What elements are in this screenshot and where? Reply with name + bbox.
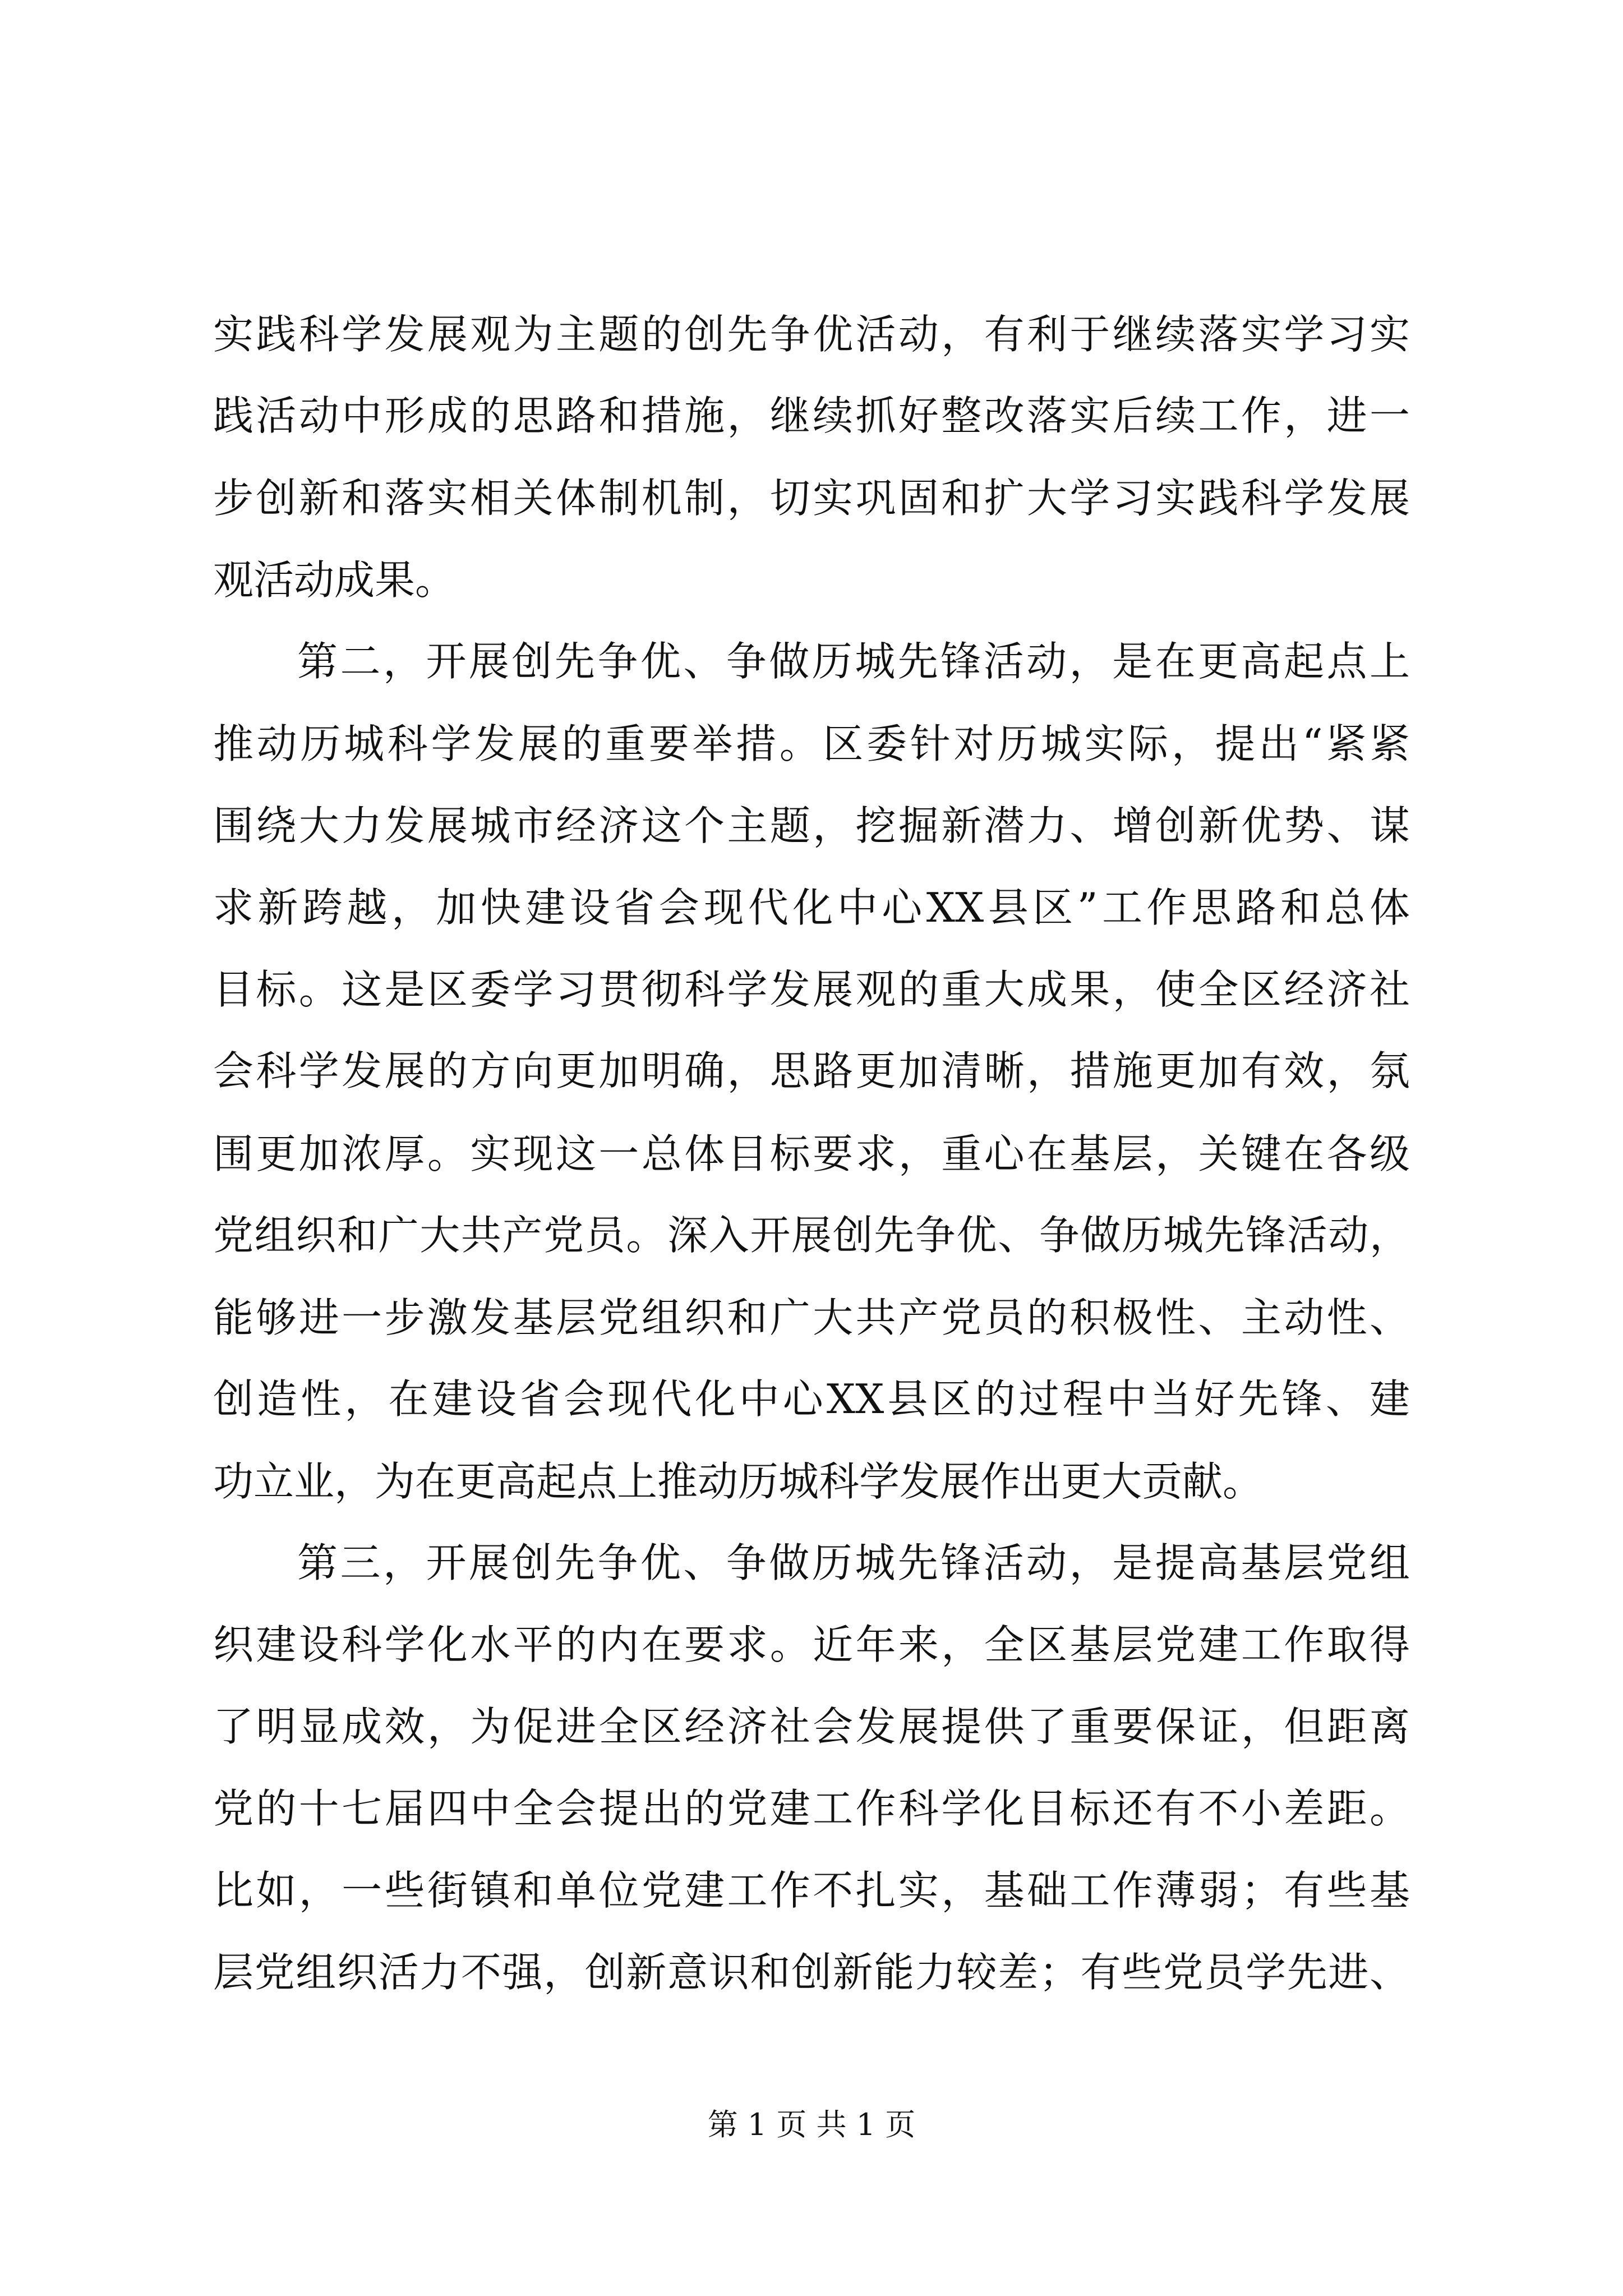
- paragraph-1-line-2: 践活动中形成的思路和措施，继续抓好整改落实后续工作，进一: [213, 392, 1410, 439]
- paragraph-2-line-8: 党组织和广大共产党员。深入开展创先争优、争做历城先锋活动，: [213, 1212, 1410, 1259]
- paragraph-2-line-9: 能够进一步激发基层党组织和广大共产党员的积极性、主动性、: [213, 1294, 1410, 1341]
- paragraph-3-line-5: 比如，一些街镇和单位党建工作不扎实，基础工作薄弱；有些基: [213, 1867, 1410, 1914]
- page-footer: 第 1 页 共 1 页: [707, 2107, 916, 2142]
- paragraph-2-line-1: 第二，开展创先争优、争做历城先锋活动，是在更高起点上: [297, 638, 1410, 685]
- paragraph-2-line-10: 创造性，在建设省会现代化中心XX县区的过程中当好先锋、建: [213, 1375, 1410, 1423]
- paragraph-2-line-5: 目标。这是区委学习贯彻科学发展观的重大成果，使全区经济社: [213, 966, 1410, 1013]
- paragraph-1-line-1: 实践科学发展观为主题的创先争优活动，有利于继续落实学习实: [213, 311, 1410, 358]
- paragraph-3-line-3: 了明显成效，为促进全区经济社会发展提供了重要保证，但距离: [213, 1703, 1410, 1750]
- paragraph-3-line-4: 党的十七届四中全会提出的党建工作科学化目标还有不小差距。: [213, 1785, 1410, 1832]
- paragraph-3-line-6: 层党组织活力不强，创新意识和创新能力较差；有些党员学先进、: [213, 1949, 1410, 1996]
- paragraph-3-line-2: 织建设科学化水平的内在要求。近年来，全区基层党建工作取得: [213, 1621, 1410, 1668]
- paragraph-2-line-4: 求新跨越，加快建设省会现代化中心XX县区”工作思路和总体: [213, 884, 1410, 931]
- paragraph-2-line-7: 围更加浓厚。实现这一总体目标要求，重心在基层，关键在各级: [213, 1130, 1410, 1177]
- paragraph-2-line-11: 功立业，为在更高起点上推动历城科学发展作出更大贡献。: [213, 1458, 1264, 1505]
- paragraph-1-line-3: 步创新和落实相关体制机制，切实巩固和扩大学习实践科学发展: [213, 475, 1410, 522]
- paragraph-2-line-3: 围绕大力发展城市经济这个主题，挖掘新潜力、增创新优势、谋: [213, 802, 1410, 849]
- paragraph-2-line-6: 会科学发展的方向更加明确，思路更加清晰，措施更加有效，氛: [213, 1047, 1410, 1094]
- paragraph-1-line-4: 观活动成果。: [213, 556, 456, 604]
- paragraph-2-line-2: 推动历城科学发展的重要举措。区委针对历城实际，提出“紧紧: [213, 720, 1410, 767]
- paragraph-3-line-1: 第三，开展创先争优、争做历城先锋活动，是提高基层党组: [297, 1539, 1410, 1586]
